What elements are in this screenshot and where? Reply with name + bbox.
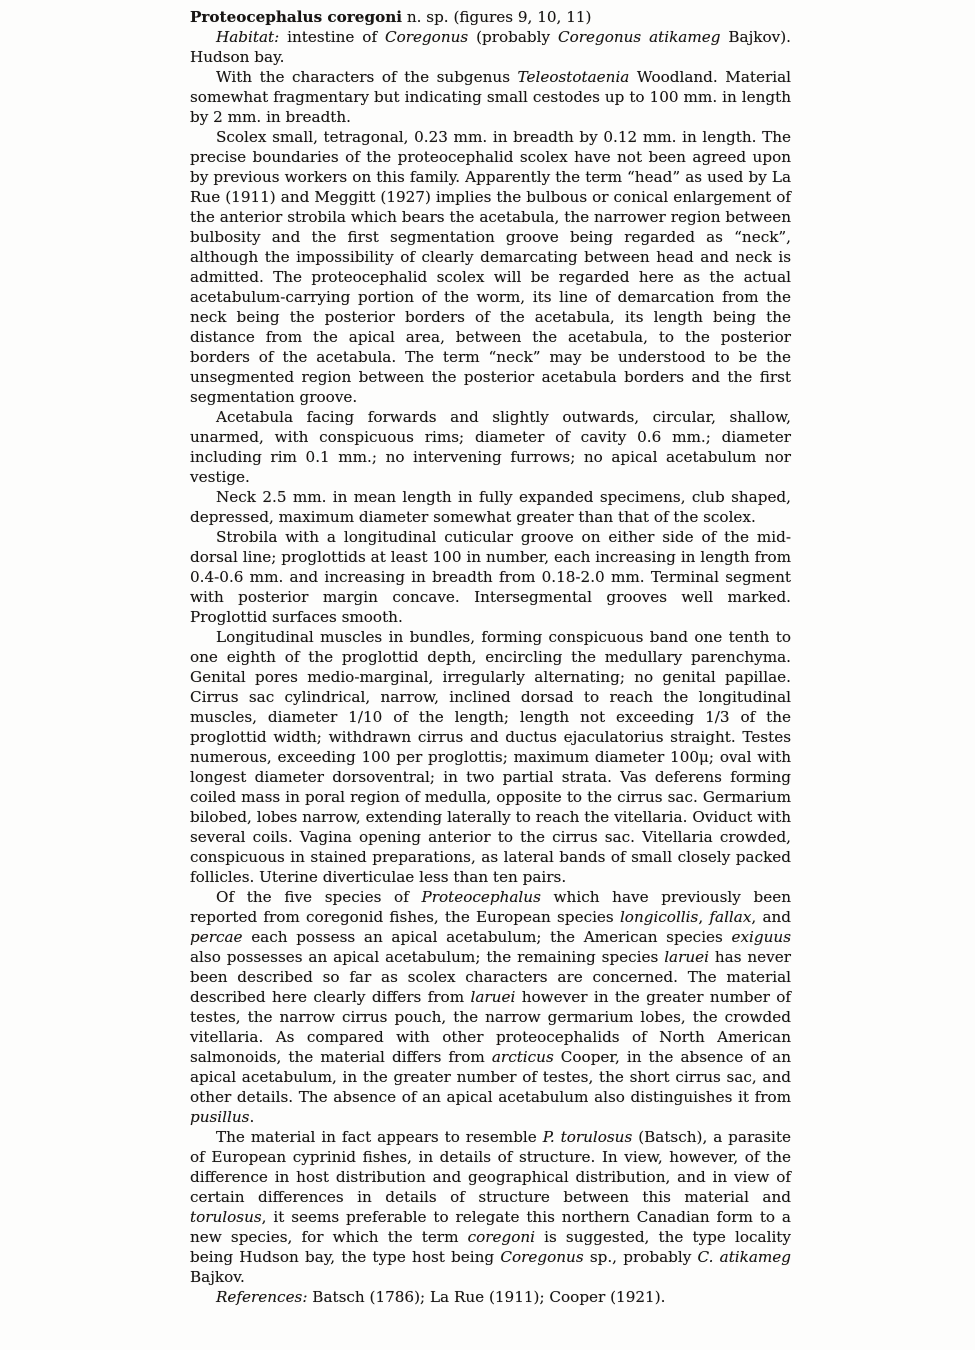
italic-text-run: C. atikameg [697,1248,792,1266]
italic-text-run: Coregonus atikameg [557,28,721,46]
italic-text-run: pusillus [190,1108,250,1126]
species-heading [190,7,791,27]
italic-text-run: Coregonus [384,28,469,46]
paragraph [190,27,791,67]
paragraph [190,527,791,627]
text-run: each possess an apical acetabulum; the American species [242,928,732,946]
text-run: , and [751,908,792,926]
text-run: (probably [468,28,558,46]
text-run: Bajkov. [190,1268,245,1286]
italic-text-run: Teleostotaenia [517,68,630,86]
page-text-block [190,7,791,1307]
text-run: Longitudinal muscles in bundles, forming conspicuous band one tenth to one eighth of the proglottid depth, encircling the medullary parenchyma. Genital pores medio-marginal, irregularly alternating; no genital papillae. Cirrus sac cylindrical, narrow, inclined dorsad to reach the longitudinal muscles, diameter 1/10 of the length; length not exceeding 1/3 of the proglottid width; withdrawn cirrus and ductus ejaculatorius straight. Testes numerous, exceeding 100 per proglottis; maximum diameter 100μ; oval with longest diameter dorsoventral; in two partial strata. Vas deferens forming coiled mass in poral region of medulla, opposite to the cirrus sac. Germarium bilobed, lobes narrow, extending laterally to reach the vitellaria. Oviduct with several coils. Vagina opening anterior to the cirrus sac. Vitellaria crowded, conspicuous in stained preparations, as lateral bands of small closely packed follicles. Uterine diverticulae less than ten pairs. [190,628,791,886]
text-run: With the characters of the subgenus [216,68,518,86]
paragraph [190,1287,791,1307]
text-run: Woodland. Material somewhat fragmentary but indicating small cestodes up to 100 mm. in length by 2 mm. in breadth. [190,68,792,126]
italic-text-run: Proteocephalus [421,888,541,906]
text-run: also possesses an apical acetabulum; the remaining species [190,948,665,966]
italic-text-run: Habitat: [216,28,280,46]
text-run: Batsch (1786); La Rue (1911); Cooper (1921). [307,1288,666,1306]
text-run: Scolex small, tetragonal, 0.23 mm. in breadth by 0.12 mm. in length. The precise boundaries of the proteocephalid scolex have not been agreed upon by previous workers on this family. Apparently the term “head” as used by La Rue (1911) and Meggitt (1927) implies the bulbous or conical enlargement of the anterior strobila which bears the acetabula, the narrower region between bulbosity and the first segmentation groove being regarded as “neck”, although the impossibility of clearly demarcating between head and neck is admitted. The proteocephalid scolex will be regarded here as the actual acetabulum-carrying portion of the worm, its line of demarcation from the neck being the posterior borders of the acetabula, its length being the distance from the apical area, between the acetabula, to the posterior borders of the acetabula. The term “neck” may be understood to be the unsegmented region between the posterior acetabula borders and the first segmentation groove. [190,128,791,406]
text-run: The material in fact appears to resemble [216,1128,543,1146]
text-run: intestine of [279,28,385,46]
paragraph [190,407,791,487]
bold-text-run: Proteocephalus coregoni [190,8,403,26]
text-run: , it seems preferable to relegate this northern Canadian form to a new species, for which the term [190,1208,791,1246]
italic-text-run: laruei [470,988,516,1006]
paragraph [190,887,791,1127]
text-run: has never been described so far as scolex characters are concerned. The material described here clearly differs from [190,948,791,1006]
italic-text-run: coregoni [467,1228,536,1246]
paragraph [190,487,791,527]
text-run: (Batsch), a parasite of European cyprinid fishes, in details of structure. In view, however, of the difference in host distribution and geographical distribution, and in view of certain differences in details of structure between this material and [190,1128,792,1206]
italic-text-run: Coregonus [500,1248,584,1266]
italic-text-run: longicollis [619,908,699,926]
paragraph [190,67,791,127]
text-run: Acetabula facing forwards and slightly outwards, circular, shallow, unarmed, with conspicuous rims; diameter of cavity 0.6 mm.; diameter including rim 0.1 mm.; no intervening furrows; no apical acetabulum nor vestige. [190,408,791,486]
paragraph [190,1127,791,1287]
text-run: n. sp. (figures 9, 10, 11) [402,8,592,26]
italic-text-run: References: [216,1288,308,1306]
italic-text-run: laruei [664,948,709,966]
paragraph [190,127,791,407]
italic-text-run: percae [190,928,243,946]
text-run: sp., probably [583,1248,698,1266]
text-run: is suggested, the type locality being Hudson bay, the type host being [190,1228,791,1266]
text-run: however in the greater number of testes, the narrow cirrus pouch, the narrow germarium lobes, the crowded vitellaria. As compared with other proteocephalids of North American salmonoids, the material differs from [190,988,792,1066]
italic-text-run: torulosus [190,1208,262,1226]
italic-text-run: fallax [709,908,752,926]
italic-text-run: arcticus [491,1048,554,1066]
text-run: Neck 2.5 mm. in mean length in fully expanded specimens, club shaped, depressed, maximum diameter somewhat greater than that of the scolex. [190,488,791,526]
italic-text-run: P. torulosus [542,1128,633,1146]
italic-text-run: exiguus [731,928,791,946]
text-run: Strobila with a longitudinal cuticular groove on either side of the mid-dorsal line; proglottids at least 100 in number, each increasing in length from 0.4-0.6 mm. and increasing in breadth from 0.18-2.0 mm. Terminal segment with posterior margin concave. Intersegmental grooves well marked. Proglottid surfaces smooth. [190,528,791,626]
body-paragraphs [190,27,791,1307]
paragraph [190,627,791,887]
text-run: Bajkov). Hudson bay. [190,28,791,66]
text-run: Of the five species of [216,888,422,906]
text-run: . [249,1108,255,1126]
text-run: Cooper, in the absence of an apical acetabulum, in the greater number of testes, the short cirrus sac, and other details. The absence of an apical acetabulum also distinguishes it from [190,1048,791,1106]
text-run: which have previously been reported from coregonid fishes, the European species [190,888,791,926]
text-run: , [698,908,710,926]
